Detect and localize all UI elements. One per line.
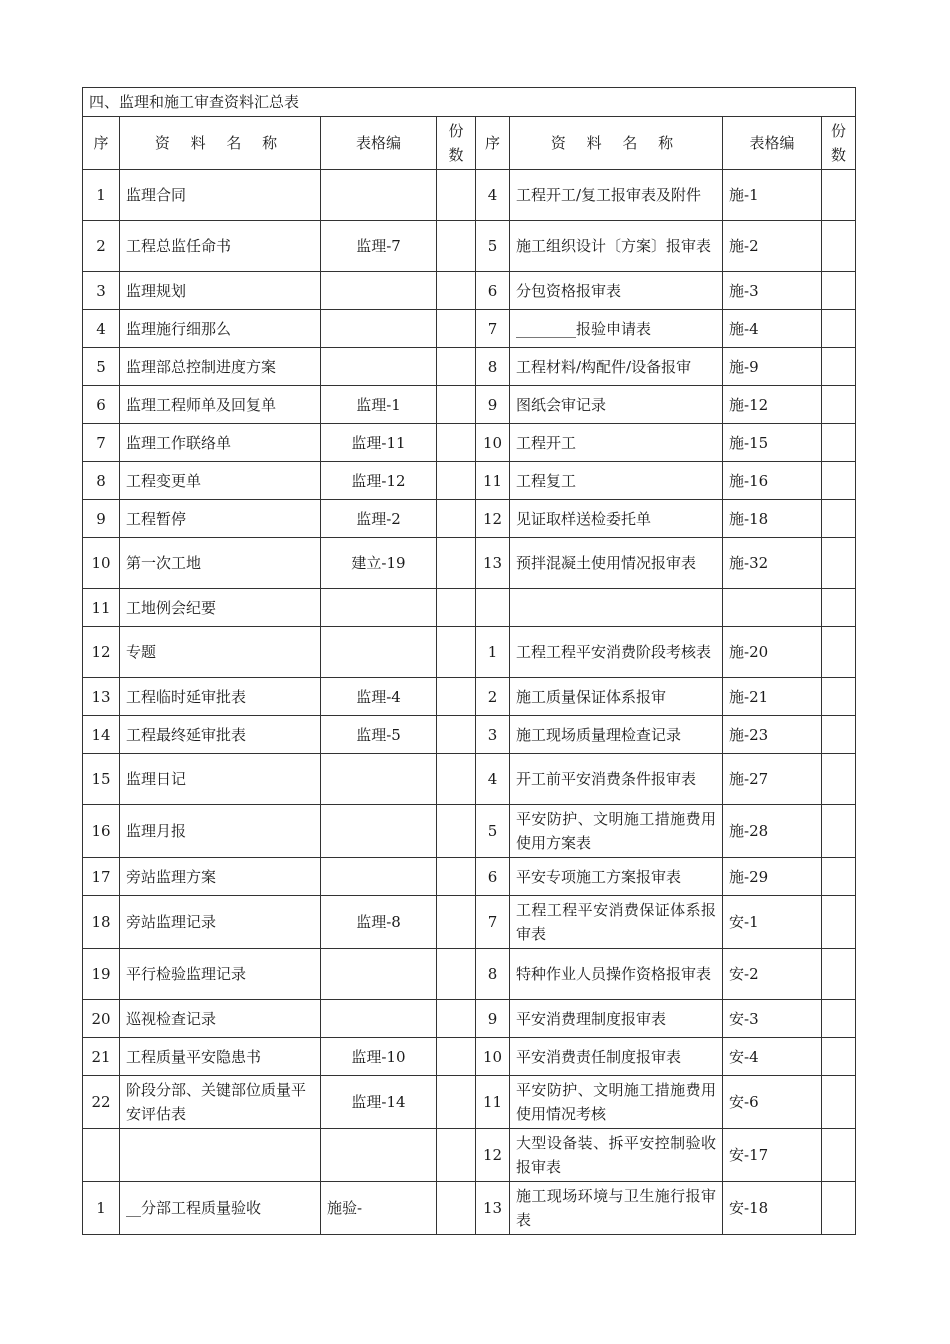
cell-left-code: 监理-14 xyxy=(321,1076,437,1129)
cell-left-copies xyxy=(437,424,476,462)
cell-left-code xyxy=(321,1000,437,1038)
cell-right-copies xyxy=(822,678,856,716)
cell-right-name: 平安消费责任制度报审表 xyxy=(510,1038,723,1076)
header-copies-right xyxy=(822,117,856,170)
table-row xyxy=(83,1000,856,1038)
cell-right-name: 工程工程平安消费保证体系报审表 xyxy=(510,896,723,949)
cell-right-name: 平安专项施工方案报审表 xyxy=(510,858,723,896)
cell-right-no: 3 xyxy=(476,716,510,754)
cell-left-no: 22 xyxy=(83,1076,120,1129)
cell-left-copies xyxy=(437,754,476,805)
cell-left-name: 专题 xyxy=(120,627,321,678)
cell-left-copies xyxy=(437,386,476,424)
cell-right-code: 施-18 xyxy=(723,500,822,538)
table-row xyxy=(83,1129,856,1182)
cell-left-name: 第一次工地 xyxy=(120,538,321,589)
cell-left-no: 4 xyxy=(83,310,120,348)
table-row xyxy=(83,1182,856,1235)
cell-right-name: 施工现场环境与卫生施行报审表 xyxy=(510,1182,723,1235)
cell-left-name: 工程总监任命书 xyxy=(120,221,321,272)
cell-right-name: 施工组织设计〔方案〕报审表 xyxy=(510,221,723,272)
cell-right-name: 工程工程平安消费阶段考核表 xyxy=(510,627,723,678)
cell-right-name: 工程开工 xyxy=(510,424,723,462)
cell-left-copies xyxy=(437,272,476,310)
cell-left-code xyxy=(321,272,437,310)
table-row xyxy=(83,348,856,386)
cell-left-name: 监理工作联络单 xyxy=(120,424,321,462)
cell-left-name xyxy=(120,1129,321,1182)
cell-left-code: 监理-11 xyxy=(321,424,437,462)
cell-left-name: 平行检验监理记录 xyxy=(120,949,321,1000)
cell-right-no: 2 xyxy=(476,678,510,716)
cell-right-code: 施-9 xyxy=(723,348,822,386)
cell-right-code: 施-21 xyxy=(723,678,822,716)
cell-left-code xyxy=(321,754,437,805)
cell-left-name: 监理日记 xyxy=(120,754,321,805)
table-row xyxy=(83,500,856,538)
cell-left-name: 监理合同 xyxy=(120,170,321,221)
cell-right-no: 1 xyxy=(476,627,510,678)
cell-left-name: 监理月报 xyxy=(120,805,321,858)
cell-left-name: 监理部总控制进度方案 xyxy=(120,348,321,386)
cell-left-name: 监理施行细那么 xyxy=(120,310,321,348)
cell-right-no: 13 xyxy=(476,538,510,589)
cell-left-no: 12 xyxy=(83,627,120,678)
cell-right-code: 施-15 xyxy=(723,424,822,462)
cell-left-no: 1 xyxy=(83,170,120,221)
cell-right-copies xyxy=(822,1129,856,1182)
cell-right-no: 7 xyxy=(476,310,510,348)
cell-left-no: 21 xyxy=(83,1038,120,1076)
cell-left-copies xyxy=(437,462,476,500)
cell-right-copies xyxy=(822,805,856,858)
cell-right-no: 5 xyxy=(476,221,510,272)
cell-right-name: 特种作业人员操作资格报审表 xyxy=(510,949,723,1000)
cell-left-copies xyxy=(437,538,476,589)
cell-right-name: 施工质量保证体系报审 xyxy=(510,678,723,716)
cell-left-no: 7 xyxy=(83,424,120,462)
cell-right-code: 施-20 xyxy=(723,627,822,678)
cell-right-code: 施-2 xyxy=(723,221,822,272)
cell-left-name: __分部工程质量验收 xyxy=(120,1182,321,1235)
cell-left-name: 旁站监理方案 xyxy=(120,858,321,896)
cell-left-copies xyxy=(437,678,476,716)
cell-left-name: 工地例会纪要 xyxy=(120,589,321,627)
cell-right-no xyxy=(476,589,510,627)
cell-left-name: 工程最终延审批表 xyxy=(120,716,321,754)
cell-left-name: 阶段分部、关键部位质量平安评估表 xyxy=(120,1076,321,1129)
cell-left-code: 监理-5 xyxy=(321,716,437,754)
cell-right-copies xyxy=(822,348,856,386)
cell-right-code: 安-1 xyxy=(723,896,822,949)
header-code-left: 表格编 xyxy=(321,117,437,170)
cell-left-no: 19 xyxy=(83,949,120,1000)
cell-left-no: 18 xyxy=(83,896,120,949)
cell-left-name: 旁站监理记录 xyxy=(120,896,321,949)
cell-right-copies xyxy=(822,272,856,310)
header-no-left: 序 xyxy=(83,117,120,170)
cell-right-copies xyxy=(822,754,856,805)
cell-right-no: 5 xyxy=(476,805,510,858)
cell-left-copies xyxy=(437,805,476,858)
cell-left-no: 3 xyxy=(83,272,120,310)
cell-left-copies xyxy=(437,170,476,221)
cell-right-code: 施-32 xyxy=(723,538,822,589)
cell-left-no: 2 xyxy=(83,221,120,272)
table-body xyxy=(83,88,856,1235)
header-copies-left xyxy=(437,117,476,170)
cell-right-code xyxy=(723,589,822,627)
header-name-left: 资 料 名 称 xyxy=(120,117,321,170)
cell-left-no: 8 xyxy=(83,462,120,500)
cell-right-code: 施-29 xyxy=(723,858,822,896)
cell-right-no: 8 xyxy=(476,949,510,1000)
cell-right-name: 工程复工 xyxy=(510,462,723,500)
cell-right-no: 7 xyxy=(476,896,510,949)
cell-right-copies xyxy=(822,462,856,500)
table-row xyxy=(83,949,856,1000)
cell-left-code: 施验- xyxy=(321,1182,437,1235)
cell-right-code: 安-18 xyxy=(723,1182,822,1235)
cell-left-code xyxy=(321,1129,437,1182)
cell-right-no: 12 xyxy=(476,1129,510,1182)
cell-right-copies xyxy=(822,589,856,627)
cell-right-no: 8 xyxy=(476,348,510,386)
cell-left-no: 5 xyxy=(83,348,120,386)
table-row xyxy=(83,538,856,589)
cell-right-copies xyxy=(822,310,856,348)
cell-left-code xyxy=(321,805,437,858)
cell-right-code: 施-4 xyxy=(723,310,822,348)
cell-right-copies xyxy=(822,424,856,462)
cell-right-no: 11 xyxy=(476,462,510,500)
cell-right-name: ________报验申请表 xyxy=(510,310,723,348)
cell-right-copies xyxy=(822,1182,856,1235)
cell-right-copies xyxy=(822,1038,856,1076)
cell-left-no: 1 xyxy=(83,1182,120,1235)
cell-left-code: 监理-8 xyxy=(321,896,437,949)
cell-right-no: 4 xyxy=(476,170,510,221)
cell-right-copies xyxy=(822,386,856,424)
cell-left-no: 15 xyxy=(83,754,120,805)
cell-right-copies xyxy=(822,949,856,1000)
cell-right-name: 见证取样送检委托单 xyxy=(510,500,723,538)
cell-right-copies xyxy=(822,500,856,538)
cell-right-copies xyxy=(822,538,856,589)
cell-left-no: 11 xyxy=(83,589,120,627)
cell-left-name: 工程临时延审批表 xyxy=(120,678,321,716)
header-copies-line1: 份 xyxy=(448,122,464,140)
cell-left-copies xyxy=(437,1129,476,1182)
cell-left-copies xyxy=(437,1000,476,1038)
cell-left-code xyxy=(321,170,437,221)
table-row xyxy=(83,627,856,678)
header-name-right: 资 料 名 称 xyxy=(510,117,723,170)
cell-left-no: 14 xyxy=(83,716,120,754)
cell-right-name: 大型设备装、拆平安控制验收报审表 xyxy=(510,1129,723,1182)
cell-left-no: 16 xyxy=(83,805,120,858)
cell-right-copies xyxy=(822,1076,856,1129)
table-title: 四、监理和施工审查资料汇总表 xyxy=(83,88,856,117)
cell-right-code: 施-27 xyxy=(723,754,822,805)
cell-left-name: 监理规划 xyxy=(120,272,321,310)
cell-right-no: 9 xyxy=(476,386,510,424)
cell-right-code: 安-2 xyxy=(723,949,822,1000)
table-row xyxy=(83,310,856,348)
cell-right-name: 预拌混凝土使用情况报审表 xyxy=(510,538,723,589)
cell-left-no xyxy=(83,1129,120,1182)
cell-right-code: 安-17 xyxy=(723,1129,822,1182)
cell-left-name: 工程质量平安隐患书 xyxy=(120,1038,321,1076)
header-code-right: 表格编 xyxy=(723,117,822,170)
table-row xyxy=(83,896,856,949)
cell-right-name: 施工现场质量理检查记录 xyxy=(510,716,723,754)
cell-right-code: 安-3 xyxy=(723,1000,822,1038)
cell-right-no: 10 xyxy=(476,1038,510,1076)
cell-left-name: 工程暂停 xyxy=(120,500,321,538)
cell-left-copies xyxy=(437,589,476,627)
table-row xyxy=(83,858,856,896)
cell-left-code xyxy=(321,310,437,348)
cell-left-copies xyxy=(437,1038,476,1076)
cell-right-code: 施-1 xyxy=(723,170,822,221)
cell-right-code: 施-28 xyxy=(723,805,822,858)
cell-right-name: 工程材料/构配件/设备报审 xyxy=(510,348,723,386)
cell-right-code: 施-12 xyxy=(723,386,822,424)
cell-right-name: 分包资格报审表 xyxy=(510,272,723,310)
table-row xyxy=(83,1038,856,1076)
header-copies-line2: 数 xyxy=(448,146,464,164)
cell-right-no: 12 xyxy=(476,500,510,538)
cell-left-code xyxy=(321,949,437,1000)
cell-left-code: 建立-19 xyxy=(321,538,437,589)
cell-right-no: 6 xyxy=(476,858,510,896)
cell-left-no: 9 xyxy=(83,500,120,538)
cell-left-code: 监理-7 xyxy=(321,221,437,272)
cell-right-name: 平安消费理制度报审表 xyxy=(510,1000,723,1038)
cell-left-code xyxy=(321,589,437,627)
cell-left-no: 6 xyxy=(83,386,120,424)
cell-left-code xyxy=(321,627,437,678)
cell-right-copies xyxy=(822,1000,856,1038)
cell-left-no: 13 xyxy=(83,678,120,716)
cell-right-copies xyxy=(822,896,856,949)
header-row xyxy=(83,117,856,170)
table-row xyxy=(83,805,856,858)
table-row xyxy=(83,462,856,500)
summary-table xyxy=(82,87,856,1235)
cell-left-code: 监理-10 xyxy=(321,1038,437,1076)
table-row xyxy=(83,716,856,754)
cell-left-no: 17 xyxy=(83,858,120,896)
table-row xyxy=(83,272,856,310)
cell-right-copies xyxy=(822,170,856,221)
table-row xyxy=(83,589,856,627)
cell-right-no: 9 xyxy=(476,1000,510,1038)
cell-left-code: 监理-4 xyxy=(321,678,437,716)
cell-right-copies xyxy=(822,221,856,272)
cell-left-copies xyxy=(437,500,476,538)
cell-left-copies xyxy=(437,716,476,754)
cell-right-name xyxy=(510,589,723,627)
cell-right-no: 10 xyxy=(476,424,510,462)
cell-left-no: 10 xyxy=(83,538,120,589)
cell-right-copies xyxy=(822,627,856,678)
table-row xyxy=(83,1076,856,1129)
cell-left-code: 监理-2 xyxy=(321,500,437,538)
table-row xyxy=(83,754,856,805)
cell-left-code xyxy=(321,858,437,896)
cell-right-no: 11 xyxy=(476,1076,510,1129)
cell-left-copies xyxy=(437,221,476,272)
cell-right-code: 施-3 xyxy=(723,272,822,310)
cell-left-copies xyxy=(437,858,476,896)
cell-left-name: 巡视检查记录 xyxy=(120,1000,321,1038)
cell-right-name: 平安防护、文明施工措施费用使用情况考核 xyxy=(510,1076,723,1129)
header-copies-line2: 数 xyxy=(831,146,847,164)
cell-left-copies xyxy=(437,949,476,1000)
cell-left-name: 工程变更单 xyxy=(120,462,321,500)
cell-left-copies xyxy=(437,1076,476,1129)
table-row xyxy=(83,170,856,221)
cell-left-code: 监理-12 xyxy=(321,462,437,500)
cell-right-no: 4 xyxy=(476,754,510,805)
cell-right-name: 平安防护、文明施工措施费用使用方案表 xyxy=(510,805,723,858)
cell-right-code: 安-6 xyxy=(723,1076,822,1129)
cell-right-code: 施-23 xyxy=(723,716,822,754)
cell-right-no: 13 xyxy=(476,1182,510,1235)
cell-left-copies xyxy=(437,1182,476,1235)
cell-left-copies xyxy=(437,310,476,348)
table-row xyxy=(83,678,856,716)
table-row xyxy=(83,424,856,462)
cell-left-copies xyxy=(437,896,476,949)
cell-right-name: 工程开工/复工报审表及附件 xyxy=(510,170,723,221)
cell-left-copies xyxy=(437,627,476,678)
table-row xyxy=(83,221,856,272)
cell-left-name: 监理工程师单及回复单 xyxy=(120,386,321,424)
header-copies-line1: 份 xyxy=(831,122,847,140)
cell-left-code: 监理-1 xyxy=(321,386,437,424)
cell-right-code: 施-16 xyxy=(723,462,822,500)
title-row xyxy=(83,88,856,117)
table-row xyxy=(83,386,856,424)
header-no-right: 序 xyxy=(476,117,510,170)
cell-right-name: 图纸会审记录 xyxy=(510,386,723,424)
cell-right-code: 安-4 xyxy=(723,1038,822,1076)
cell-right-copies xyxy=(822,858,856,896)
cell-right-name: 开工前平安消费条件报审表 xyxy=(510,754,723,805)
cell-left-copies xyxy=(437,348,476,386)
cell-left-no: 20 xyxy=(83,1000,120,1038)
cell-left-code xyxy=(321,348,437,386)
cell-right-no: 6 xyxy=(476,272,510,310)
cell-right-copies xyxy=(822,716,856,754)
